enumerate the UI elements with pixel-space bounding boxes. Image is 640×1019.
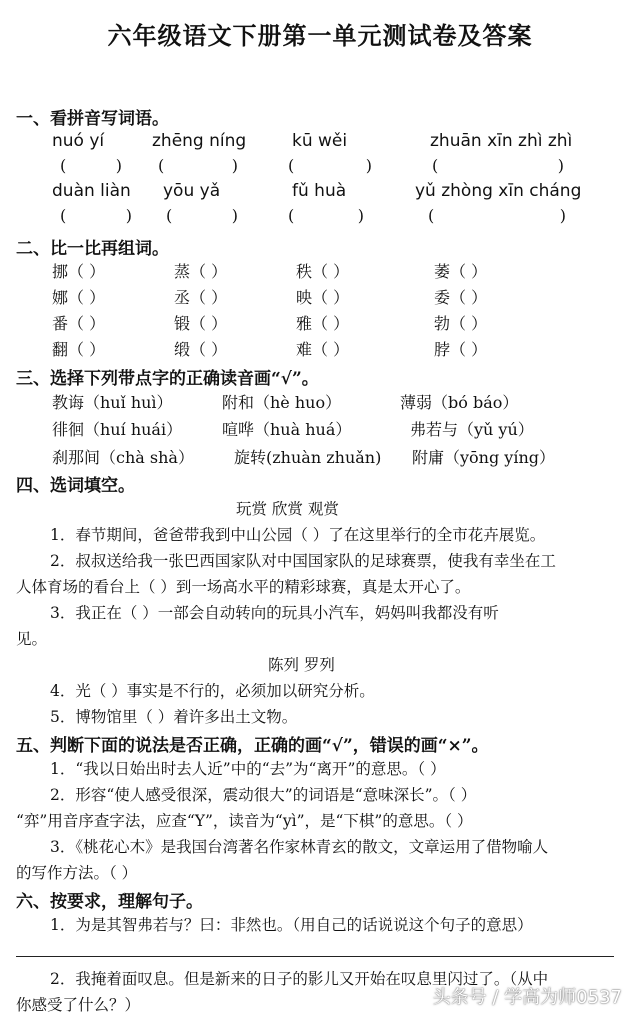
word-item: 锻（ ） — [174, 314, 228, 333]
reading-item: 旋转(zhuàn zhuǎn) — [234, 448, 382, 467]
question-text: 1．为是其智弗若与？曰：非然也。（用自己的话说说这个句子的意思） — [50, 916, 533, 934]
answer-box[interactable]: ( ) — [288, 156, 372, 175]
pinyin-2-1: duàn liàn — [52, 181, 131, 201]
word-item: 委（ ） — [434, 288, 488, 307]
section-4-heading: 四、选词填空。 — [16, 476, 135, 496]
word-item: 蒸（ ） — [174, 262, 228, 281]
word-item: 雅（ ） — [296, 314, 350, 333]
reading-item: 薄弱（bó báo） — [400, 393, 519, 412]
word-item: 丞（ ） — [174, 288, 228, 307]
answer-box[interactable]: ( ) — [158, 156, 238, 175]
reading-item: 附和（hè huo） — [222, 393, 342, 412]
word-item: 缎（ ） — [174, 340, 228, 359]
reading-item: 弗若与（yǔ yú） — [410, 420, 534, 439]
section-3-heading: 三、选择下列带点字的正确读音画“√”。 — [16, 369, 319, 389]
question-text: 2．我掩着面叹息。但是新来的日子的影儿又开始在叹息里闪过了。（从中 — [50, 970, 549, 988]
word-choices: 陈列 罗列 — [268, 656, 335, 674]
word-item: 脖（ ） — [434, 340, 488, 359]
pinyin-1-4: zhuān xīn zhì zhì — [430, 131, 573, 151]
answer-box[interactable]: ( ) — [60, 206, 132, 225]
section-1-heading: 一、看拼音写词语。 — [16, 109, 169, 129]
question-text: 1．春节期间，爸爸带我到中山公园（ ）了在这里举行的全市花卉展览。 — [50, 526, 546, 544]
word-item: 番（ ） — [52, 314, 106, 333]
section-5-heading: 五、判断下面的说法是否正确，正确的画“√”，错误的画“×”。 — [16, 736, 489, 756]
question-text: “弈”用音序查字法，应查“Y”，读音为“yì”，是“下棋”的意思。（ ） — [16, 812, 473, 830]
word-item: 勃（ ） — [434, 314, 488, 333]
answer-box[interactable]: ( ) — [166, 206, 238, 225]
pinyin-1-1: nuó yí — [52, 131, 105, 151]
reading-item: 徘徊（huí huái） — [52, 420, 183, 439]
word-item: 难（ ） — [296, 340, 350, 359]
reading-item: 附庸（yōng yíng） — [412, 448, 556, 467]
answer-box[interactable]: ( ) — [432, 156, 564, 175]
word-item: 挪（ ） — [52, 262, 106, 281]
word-item: 秩（ ） — [296, 262, 350, 281]
pinyin-2-3: fǔ huà — [292, 181, 347, 201]
question-text: 你感受了什么？） — [16, 996, 141, 1014]
question-text: 2．形容“使人感受很深，震动很大”的词语是“意味深长”。（ ） — [50, 786, 477, 804]
section-2-heading: 二、比一比再组词。 — [16, 239, 169, 259]
question-text: 3．《桃花心木》是我国台湾著名作家林青玄的散文，文章运用了借物喻人 — [50, 838, 549, 856]
word-item: 娜（ ） — [52, 288, 106, 307]
question-text: 人体育场的看台上（ ）到一场高水平的精彩球赛，真是太开心了。 — [16, 578, 471, 596]
reading-item: 教诲（huǐ huì） — [52, 393, 173, 412]
pinyin-1-2: zhēng níng — [152, 131, 247, 151]
question-text: 1．“我以日始出时去人近”中的“去”为“离开”的意思。（ ） — [50, 760, 446, 778]
question-text: 3．我正在（ ）一部会自动转向的玩具小汽车，妈妈叫我都没有听 — [50, 604, 499, 622]
question-text: 的写作方法。（ ） — [16, 864, 138, 882]
answer-line[interactable] — [16, 956, 614, 957]
question-text: 5．博物馆里（ ）着许多出土文物。 — [50, 708, 298, 726]
word-choices: 玩赏 欣赏 观赏 — [236, 500, 339, 518]
question-text: 见。 — [16, 630, 48, 648]
word-item: 映（ ） — [296, 288, 350, 307]
watermark: 头条号 / 学高为师0537 — [432, 987, 622, 1008]
pinyin-1-3: kū wěi — [292, 131, 348, 151]
question-text: 4．光（ ）事实是不行的，必须加以研究分析。 — [50, 682, 375, 700]
reading-item: 刹那间（chà shà） — [52, 448, 194, 467]
pinyin-2-4: yǔ zhòng xīn cháng — [415, 181, 582, 201]
section-6-heading: 六、按要求，理解句子。 — [16, 892, 203, 912]
word-item: 萎（ ） — [434, 262, 488, 281]
pinyin-2-2: yōu yǎ — [163, 181, 221, 201]
answer-box[interactable]: ( ) — [288, 206, 364, 225]
word-item: 翻（ ） — [52, 340, 106, 359]
answer-box[interactable]: ( ) — [60, 156, 122, 175]
question-text: 2．叔叔送给我一张巴西国家队对中国国家队的足球赛票，使我有幸坐在工 — [50, 552, 556, 570]
page-title: 六年级语文下册第一单元测试卷及答案 — [107, 21, 533, 50]
reading-item: 喧哗（huà huá） — [222, 420, 352, 439]
answer-box[interactable]: ( ) — [428, 206, 566, 225]
